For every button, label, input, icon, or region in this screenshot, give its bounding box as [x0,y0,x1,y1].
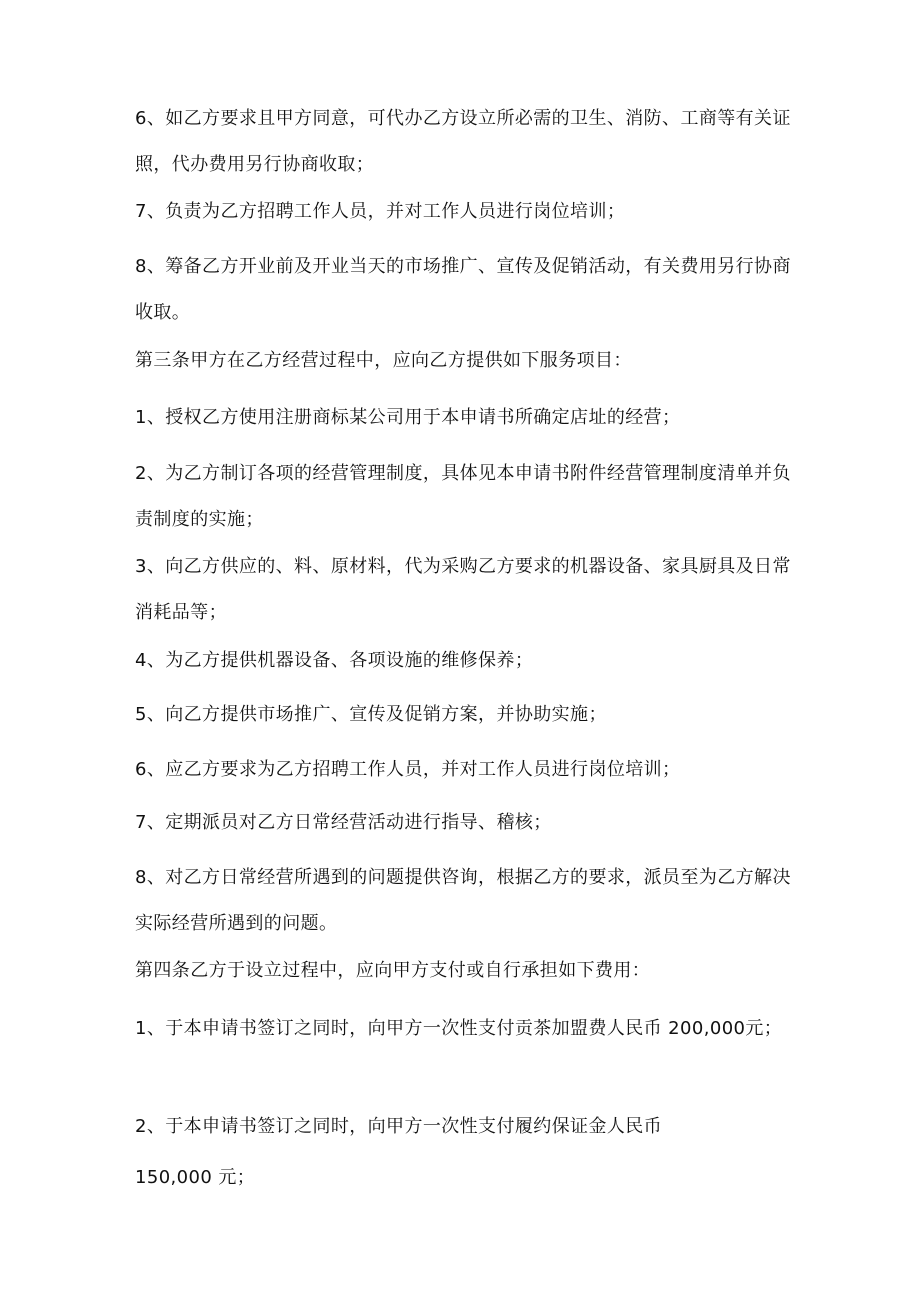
paragraph-8-opening: 8、筹备乙方开业前及开业当天的市场推广、宣传及促销活动，有关费用另行协商收取。 [135,256,791,323]
paragraph-service-7: 7、定期派员对乙方日常经营活动进行指导、稽核； [135,812,552,833]
paragraph-service-4: 4、为乙方提供机器设备、各项设施的维修保养； [135,650,534,671]
paragraph-service-5: 5、向乙方提供市场推广、宣传及促销方案，并协助实施； [135,704,607,725]
paragraph-service-3: 3、向乙方供应的、料、原材料，代为采购乙方要求的机器设备、家具厨具及日常消耗品等； [135,556,791,623]
paragraph-7-recruitment: 7、负责为乙方招聘工作人员，并对工作人员进行岗位培训； [135,201,626,222]
paragraph-6-licenses: 6、如乙方要求且甲方同意，可代办乙方设立所必需的卫生、消防、工商等有关证照，代办费用另行协商收取； [135,108,791,175]
paragraph-service-2: 2、为乙方制订各项的经营管理制度，具体见本申请书附件经营管理制度清单并负责制度的实施； [135,463,791,530]
paragraph-service-6: 6、应乙方要求为乙方招聘工作人员，并对工作人员进行岗位培训； [135,759,681,780]
article-4-heading: 第四条乙方于设立过程中，应向甲方支付或自行承担如下费用： [135,960,651,981]
article-3-heading: 第三条甲方在乙方经营过程中，应向乙方提供如下服务项目： [135,350,632,371]
paragraph-fee-2-amount: 150,000 元； [135,1167,256,1188]
paragraph-service-1: 1、授权乙方使用注册商标某公司用于本申请书所确定店址的经营； [135,407,681,428]
paragraph-fee-1: 1、于本申请书签订之同时，向甲方一次性支付贡茶加盟费人民币 200,000元； [135,1018,783,1039]
paragraph-service-8: 8、对乙方日常经营所遇到的问题提供咨询，根据乙方的要求，派员至为乙方解决实际经营所遇到的问题。 [135,867,791,934]
paragraph-fee-2: 2、于本申请书签订之同时，向甲方一次性支付履约保证金人民币 [135,1116,663,1137]
